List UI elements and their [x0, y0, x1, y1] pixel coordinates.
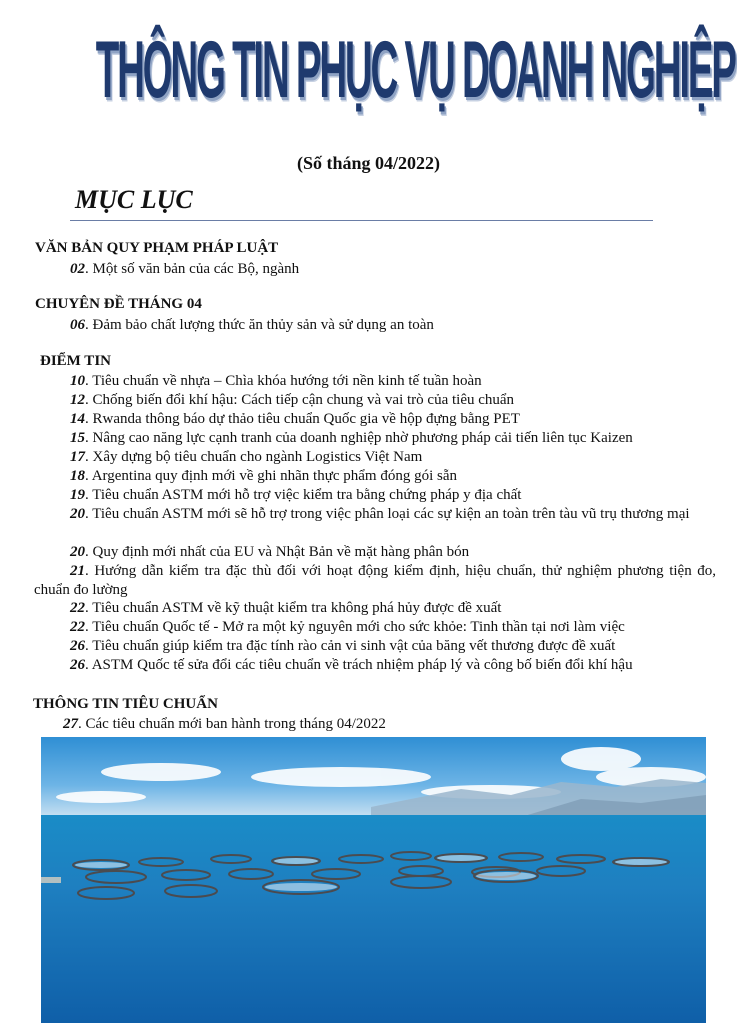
toc-entry-page: 06	[70, 317, 85, 333]
issue-number: (Số tháng 04/2022)	[296, 153, 440, 173]
toc-entry-text: Đảm bảo chất lượng thức ăn thủy sản và sử dụng an toàn	[92, 317, 434, 333]
toc-entry[interactable]: 22. Tiêu chuẩn Quốc tế - Mở ra một kỷ nguyên mới cho sức khỏe: Tinh thần tại nơi làm việc	[70, 619, 625, 635]
toc-entry[interactable]: 20. Tiêu chuẩn ASTM mới sẽ hỗ trợ trong việc phân loại các sự kiện an toàn trên tàu vũ trụ thương mại	[70, 506, 690, 522]
toc-entry-text: Argentina quy định mới về ghi nhãn thực phẩm đóng gói sẵn	[91, 468, 458, 484]
toc-entry-text: Tiêu chuẩn ASTM mới sẽ hỗ trợ trong việc phân loại các sự kiện an toàn trên tàu vũ trụ thương mại	[92, 506, 690, 522]
toc-entry-text: Quy định mới nhất của EU và Nhật Bản về mặt hàng phân bón	[92, 544, 470, 560]
toc-entry-text: Tiêu chuẩn giúp kiểm tra đặc tính rào cản vi sinh vật của băng vết thương được đề xuất	[92, 638, 616, 654]
toc-entry[interactable]: 21. Hướng dẫn kiểm tra đặc thù đối với hoạt động kiểm định, hiệu chuẩn, thử nghiệm phương tiện đo, chuẩn đo lường	[34, 563, 717, 598]
toc-entry-page: 21	[70, 563, 85, 579]
toc-entry-page: 12	[70, 392, 85, 408]
toc-entry[interactable]: 17. Xây dựng bộ tiêu chuẩn cho ngành Logistics Việt Nam	[70, 449, 423, 465]
toc-entry[interactable]: 18. Argentina quy định mới về ghi nhãn thực phẩm đóng gói sẵn	[70, 468, 458, 484]
section-heading-feature: CHUYÊN ĐỀ THÁNG 04	[35, 296, 202, 312]
section-heading-standards: THÔNG TIN TIÊU CHUẨN	[33, 696, 218, 712]
toc-entry[interactable]: 26. Tiêu chuẩn giúp kiểm tra đặc tính rào cản vi sinh vật của băng vết thương được đề xuất	[70, 638, 616, 654]
toc-entry-text: ASTM Quốc tế sửa đổi các tiêu chuẩn về trách nhiệm pháp lý và công bố biến đổi khí hậu	[91, 657, 633, 673]
toc-title: MỤC LỤC	[75, 185, 193, 214]
toc-entry-page: 15	[70, 430, 85, 446]
toc-divider	[70, 220, 653, 221]
masthead-title: THÔNG TIN PHỤC VỤ DOANH NGHIỆP	[95, 25, 735, 116]
toc-entry-text: Tiêu chuẩn về nhựa – Chìa khóa hướng tới nền kinh tế tuần hoàn	[92, 373, 482, 389]
toc-entry-text: Hướng dẫn kiểm tra đặc thù đối với hoạt động kiểm định, hiệu chuẩn, thử nghiệm phương tiện đo, chuẩn đo lường	[34, 563, 717, 598]
toc-entry-page: 26	[70, 638, 85, 654]
fish-farm-cages-photo	[41, 737, 706, 1023]
toc-entry-page: 02	[70, 261, 85, 277]
toc-entry-text: Một số văn bản của các Bộ, ngành	[92, 261, 300, 277]
toc-entry-page: 20	[70, 506, 85, 522]
toc-entry[interactable]: 10. Tiêu chuẩn về nhựa – Chìa khóa hướng tới nền kinh tế tuần hoàn	[70, 373, 482, 389]
toc-entry-page: 22	[70, 619, 85, 635]
section-heading-news: ĐIỂM TIN	[40, 353, 111, 369]
toc-entry[interactable]: 06. Đảm bảo chất lượng thức ăn thủy sản và sử dụng an toàn	[70, 317, 434, 333]
toc-entry-page: 26	[70, 657, 85, 673]
toc-entry-text: Rwanda thông báo dự thảo tiêu chuẩn Quốc gia về hộp đựng bằng PET	[92, 411, 520, 427]
toc-entry-text: Tiêu chuẩn ASTM mới hỗ trợ việc kiểm tra bằng chứng pháp y địa chất	[92, 487, 522, 503]
toc-entry-page: 18	[70, 468, 85, 484]
toc-entry[interactable]: 12. Chống biến đổi khí hậu: Cách tiếp cận chung và vai trò của tiêu chuẩn	[70, 392, 515, 408]
toc-entry-text: Nâng cao năng lực cạnh tranh của doanh nghiệp nhờ phương pháp cải tiến liên tục Kaizen	[92, 430, 633, 446]
toc-entry[interactable]: 20. Quy định mới nhất của EU và Nhật Bản về mặt hàng phân bón	[70, 544, 470, 560]
toc-entry[interactable]: 26. ASTM Quốc tế sửa đổi các tiêu chuẩn về trách nhiệm pháp lý và công bố biến đổi khí hậu	[70, 657, 633, 673]
toc-entry-text: Các tiêu chuẩn mới ban hành trong tháng 04/2022	[85, 716, 386, 732]
toc-entry-text: Tiêu chuẩn ASTM về kỹ thuật kiểm tra không phá hủy được đề xuất	[92, 600, 502, 616]
toc-entry[interactable]: 02. Một số văn bản của các Bộ, ngành	[70, 261, 300, 277]
toc-entry[interactable]: 14. Rwanda thông báo dự thảo tiêu chuẩn Quốc gia về hộp đựng bằng PET	[70, 411, 520, 427]
toc-entry[interactable]: 22. Tiêu chuẩn ASTM về kỹ thuật kiểm tra không phá hủy được đề xuất	[70, 600, 502, 616]
toc-entry[interactable]: 19. Tiêu chuẩn ASTM mới hỗ trợ việc kiểm tra bằng chứng pháp y địa chất	[70, 487, 522, 503]
toc-entry-page: 19	[70, 487, 85, 503]
toc-entry-page: 27	[63, 716, 78, 732]
toc-entry-text: Tiêu chuẩn Quốc tế - Mở ra một kỷ nguyên mới cho sức khỏe: Tinh thần tại nơi làm việc	[92, 619, 625, 635]
toc-entry-page: 17	[70, 449, 85, 465]
toc-entry-page: 22	[70, 600, 85, 616]
toc-entry-page: 20	[70, 544, 85, 560]
toc-entry-text: Chống biến đổi khí hậu: Cách tiếp cận chung và vai trò của tiêu chuẩn	[92, 392, 515, 408]
toc-entry[interactable]: 15. Nâng cao năng lực cạnh tranh của doanh nghiệp nhờ phương pháp cải tiến liên tục Kaizen	[70, 430, 633, 446]
toc-entry[interactable]: 27. Các tiêu chuẩn mới ban hành trong tháng 04/2022	[63, 716, 386, 732]
toc-entry-page: 14	[70, 411, 85, 427]
toc-entry-text: Xây dựng bộ tiêu chuẩn cho ngành Logistics Việt Nam	[92, 449, 423, 465]
section-heading-legal: VĂN BẢN QUY PHẠM PHÁP LUẬT	[35, 240, 279, 256]
toc-entry-page: 10	[70, 373, 85, 389]
